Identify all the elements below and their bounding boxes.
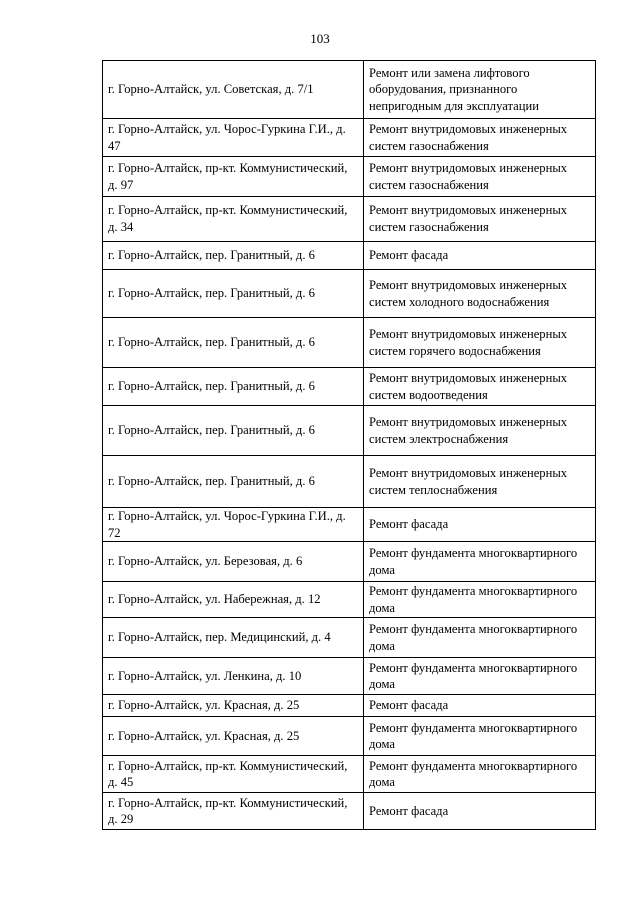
work-type-cell: Ремонт фундамента многоквартирного дома (364, 756, 596, 793)
work-type-cell: Ремонт фундамента многоквартирного дома (364, 658, 596, 695)
address-cell: г. Горно-Алтайск, ул. Ленкина, д. 10 (103, 658, 364, 695)
address-cell: г. Горно-Алтайск, ул. Набережная, д. 12 (103, 582, 364, 618)
table-row (103, 582, 596, 618)
work-type-cell: Ремонт фундамента многоквартирного дома (364, 582, 596, 618)
address-cell: г. Горно-Алтайск, пер. Гранитный, д. 6 (103, 456, 364, 508)
table-row (103, 658, 596, 695)
table-row (103, 756, 596, 793)
work-type-cell: Ремонт внутридомовых инженерных систем газоснабжения (364, 157, 596, 197)
address-cell: г. Горно-Алтайск, пер. Гранитный, д. 6 (103, 242, 364, 270)
table-row (103, 542, 596, 582)
table-row (103, 318, 596, 368)
table-row (103, 717, 596, 756)
work-type-cell: Ремонт внутридомовых инженерных систем теплоснабжения (364, 456, 596, 508)
table-row (103, 157, 596, 197)
table-row (103, 197, 596, 242)
work-type-cell: Ремонт фасада (364, 508, 596, 542)
address-cell: г. Горно-Алтайск, пер. Медицинский, д. 4 (103, 618, 364, 658)
address-cell: г. Горно-Алтайск, ул. Чорос-Гуркина Г.И., д. 47 (103, 119, 364, 157)
table-row (103, 242, 596, 270)
address-cell: г. Горно-Алтайск, пер. Гранитный, д. 6 (103, 318, 364, 368)
table-row (103, 368, 596, 406)
page-number: 103 (310, 31, 330, 46)
address-cell: г. Горно-Алтайск, пр-кт. Коммунистический, д. 34 (103, 197, 364, 242)
address-cell: г. Горно-Алтайск, пр-кт. Коммунистический, д. 97 (103, 157, 364, 197)
address-cell: г. Горно-Алтайск, ул. Советская, д. 7/1 (103, 61, 364, 119)
address-cell: г. Горно-Алтайск, ул. Красная, д. 25 (103, 695, 364, 717)
work-type-cell: Ремонт внутридомовых инженерных систем горячего водоснабжения (364, 318, 596, 368)
work-type-cell: Ремонт фасада (364, 793, 596, 830)
works-table (102, 60, 596, 830)
address-cell: г. Горно-Алтайск, пер. Гранитный, д. 6 (103, 406, 364, 456)
table-row (103, 270, 596, 318)
address-cell: г. Горно-Алтайск, ул. Красная, д. 25 (103, 717, 364, 756)
work-type-cell: Ремонт внутридомовых инженерных систем водоотведения (364, 368, 596, 406)
table-row (103, 61, 596, 119)
table-row (103, 456, 596, 508)
table-row (103, 618, 596, 658)
address-cell: г. Горно-Алтайск, ул. Чорос-Гуркина Г.И., д. 72 (103, 508, 364, 542)
table-row (103, 793, 596, 830)
work-type-cell: Ремонт внутридомовых инженерных систем газоснабжения (364, 197, 596, 242)
work-type-cell: Ремонт фасада (364, 242, 596, 270)
table-row (103, 406, 596, 456)
table-row (103, 508, 596, 542)
address-cell: г. Горно-Алтайск, пер. Гранитный, д. 6 (103, 368, 364, 406)
address-cell: г. Горно-Алтайск, пр-кт. Коммунистический, д. 29 (103, 793, 364, 830)
table-row (103, 119, 596, 157)
work-type-cell: Ремонт или замена лифтового оборудования, признанного непригодным для эксплуатации (364, 61, 596, 119)
table-body (103, 61, 596, 830)
work-type-cell: Ремонт фундамента многоквартирного дома (364, 542, 596, 582)
work-type-cell: Ремонт фундамента многоквартирного дома (364, 717, 596, 756)
address-cell: г. Горно-Алтайск, ул. Березовая, д. 6 (103, 542, 364, 582)
work-type-cell: Ремонт внутридомовых инженерных систем электроснабжения (364, 406, 596, 456)
work-type-cell: Ремонт фундамента многоквартирного дома (364, 618, 596, 658)
work-type-cell: Ремонт внутридомовых инженерных систем газоснабжения (364, 119, 596, 157)
table-row (103, 695, 596, 717)
address-cell: г. Горно-Алтайск, пр-кт. Коммунистический, д. 45 (103, 756, 364, 793)
work-type-cell: Ремонт внутридомовых инженерных систем холодного водоснабжения (364, 270, 596, 318)
work-type-cell: Ремонт фасада (364, 695, 596, 717)
address-cell: г. Горно-Алтайск, пер. Гранитный, д. 6 (103, 270, 364, 318)
